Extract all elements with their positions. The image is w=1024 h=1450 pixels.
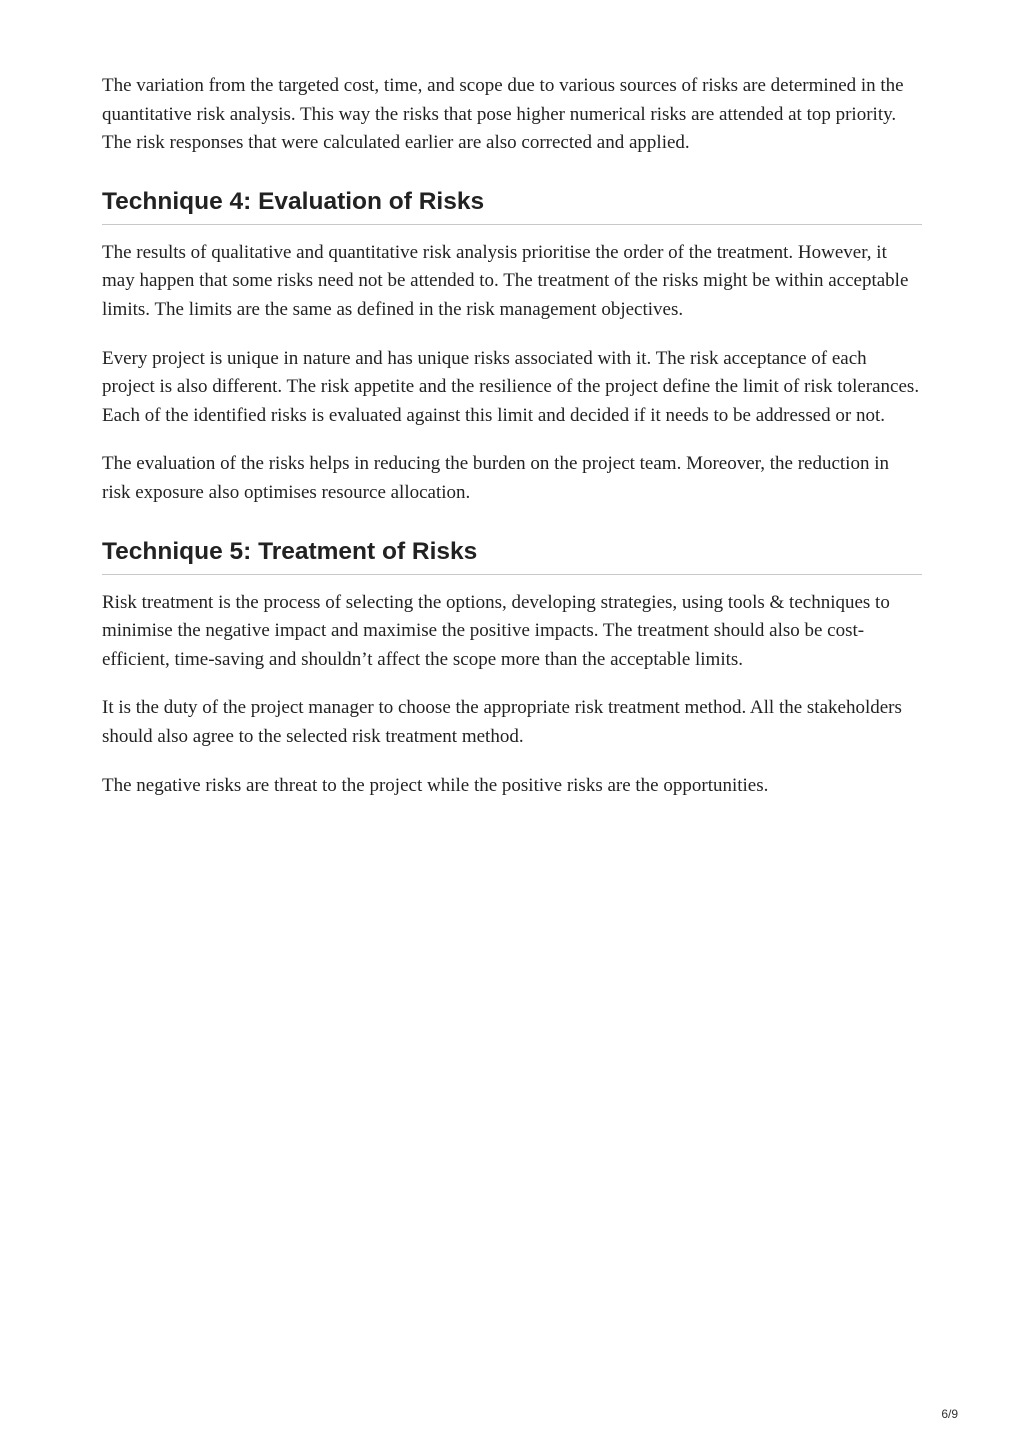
body-paragraph: Risk treatment is the process of selecting the options, developing strategies, using tools & techniques to minimise the negative impact and maximise the positive impacts. The treatment should also be cost-efficient, time-saving and shouldn’t affect the scope more than the acceptable limits.	[102, 591, 890, 670]
page-number: 6/9	[941, 1407, 958, 1421]
body-paragraph: It is the duty of the project manager to choose the appropriate risk treatment method. All the stakeholders should also agree to the selected risk treatment method.	[102, 697, 902, 747]
heading-divider	[102, 574, 922, 575]
body-paragraph: The evaluation of the risks helps in reducing the burden on the project team. Moreover, the reduction in risk exposure also optimises resource allocation.	[102, 453, 889, 503]
body-paragraph: The results of qualitative and quantitative risk analysis prioritise the order of the treatment. However, it may happen that some risks need not be attended to. The treatment of the risks might be within acceptable limits. The limits are the same as defined in the risk management objectives.	[102, 241, 909, 320]
section-heading: Technique 4: Evaluation of Risks	[102, 187, 485, 215]
section-evaluation-of-risks	[102, 186, 922, 508]
body-paragraph: The negative risks are threat to the project while the positive risks are the opportunities.	[102, 774, 769, 796]
heading-divider	[102, 224, 922, 225]
section-treatment-of-risks	[102, 536, 922, 801]
intro-paragraph: The variation from the targeted cost, time, and scope due to various sources of risks are determined in the quantitative risk analysis. This way the risks that pose higher numerical risks are attended at top priority. The risk responses that were calculated earlier are also corrected and applied.	[102, 75, 904, 154]
body-paragraph: Every project is unique in nature and has unique risks associated with it. The risk acceptance of each project is also different. The risk appetite and the resilience of the project define the limit of risk tolerances. Each of the identified risks is evaluated against this limit and decided if it needs to be addressed or not.	[102, 347, 920, 426]
document-page	[102, 72, 922, 820]
section-heading: Technique 5: Treatment of Risks	[102, 537, 478, 565]
